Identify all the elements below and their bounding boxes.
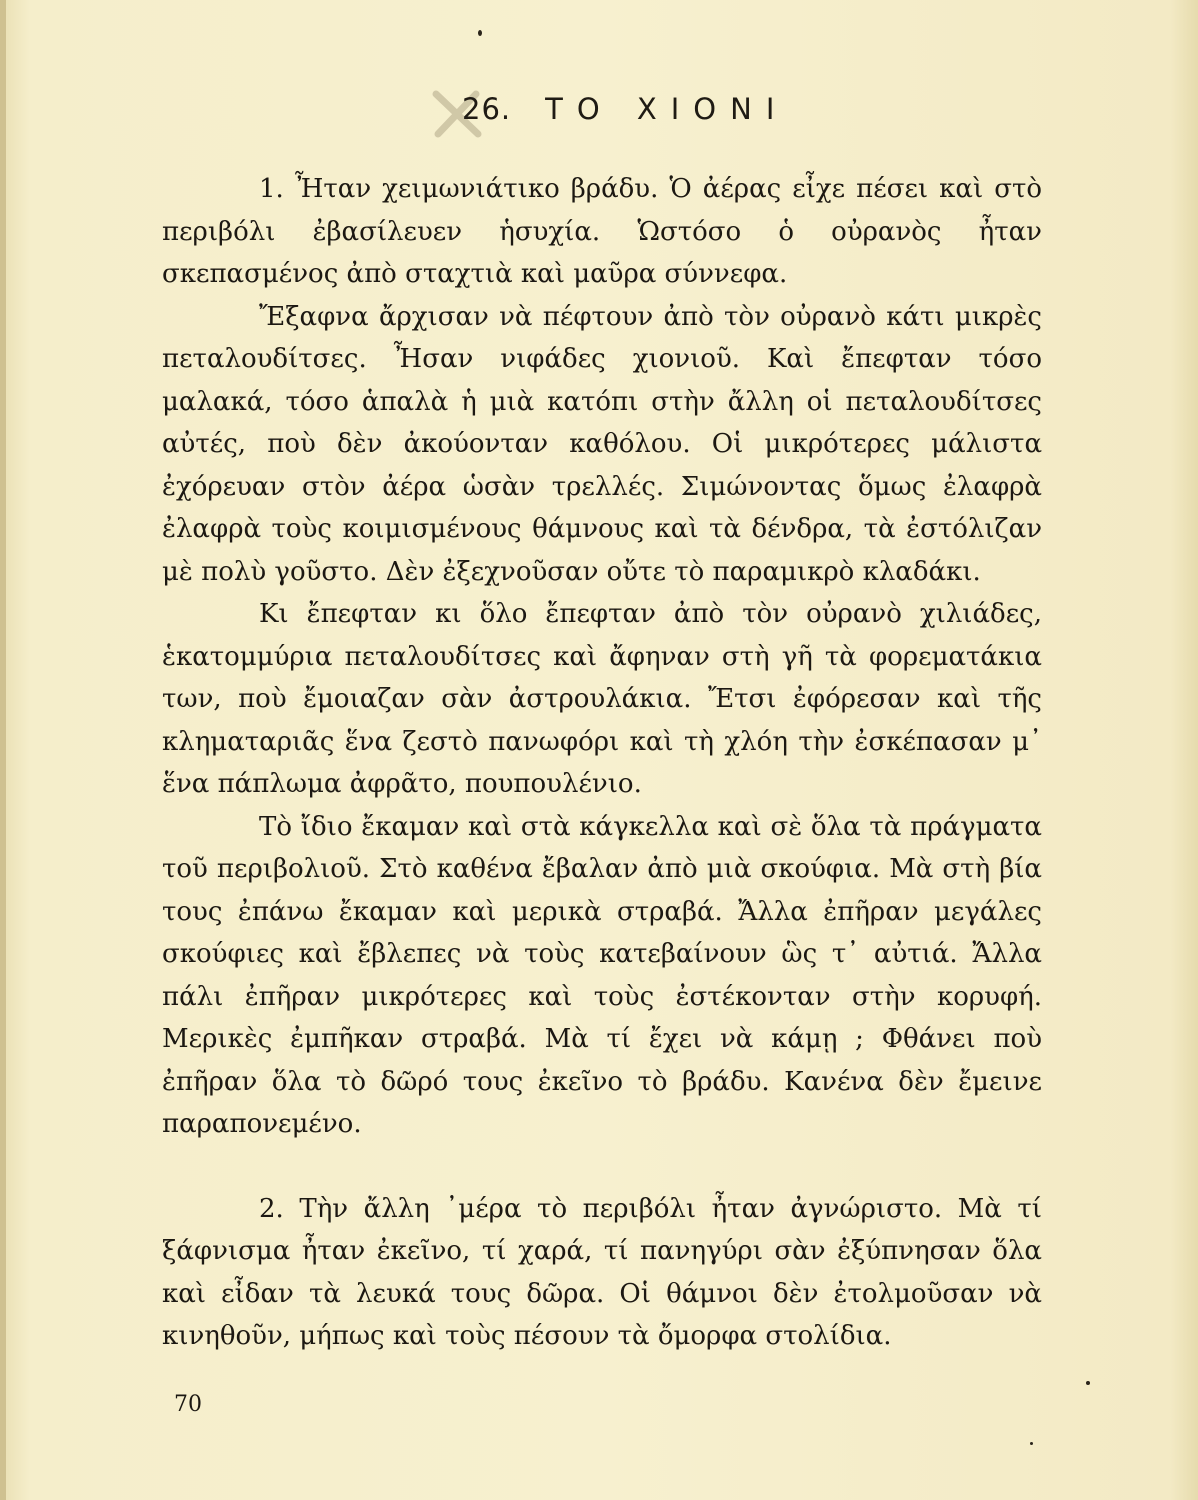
print-speck [478,30,482,36]
chapter-heading [430,88,850,148]
paragraph-5: 2. Τὴν ἄλλη ᾽μέρα τὸ περιβόλι ἦταν ἀγνώριστο. Μὰ τί ξάφνισμα ἦταν ἐκεῖνο, τί χαρά, τί πανηγύρι σὰν ἐξύπνησαν ὅλα καὶ εἶδαν τὰ λευκά τους δῶρα. Οἱ θάμνοι δὲν ἐτολμοῦσαν νὰ κινηθοῦν, μήπως καὶ τοὺς πέσουν τὰ ὄμορφα στολίδια. [162,1193,1042,1351]
print-speck [1030,1442,1033,1445]
paragraph-2: Ἔξαφνα ἄρχισαν νὰ πέφτουν ἀπὸ τὸν οὐρανὸ κάτι μικρὲς πεταλουδίτσες. Ἦσαν νιφάδες χιονιοῦ. Καὶ ἔπεφταν τόσο μαλακά, τόσο ἁπαλὰ ἡ μιὰ κατόπι στὴν ἄλλη οἱ πεταλουδίτσες αὐτές, ποὺ δὲν ἀκούονταν καθόλου. Οἱ μικρότερες μάλιστα ἐχόρευαν στὸν ἀέρα ὡσὰν τρελλές. Σιμώνοντας ὅμως ἐλαφρὰ ἐλαφρὰ τοὺς κοιμισμένους θάμνους καὶ τὰ δένδρα, τὰ ἐστόλιζαν μὲ πολὺ γοῦστο. Δὲν ἐξεχνοῦσαν οὔτε τὸ παραμικρὸ κλαδάκι. [162,301,1042,587]
paragraph-3: Κι ἔπεφταν κι ὅλο ἔπεφταν ἀπὸ τὸν οὐρανὸ χιλιάδες, ἑκατομμύρια πεταλουδίτσες καὶ ἄφηναν στὴ γῆ τὰ φορεματάκια των, ποὺ ἔμοιαζαν σὰν ἀστρουλάκια. Ἔτσι ἐφόρεσαν καὶ τῆς κληματαριᾶς ἕνα ζεστὸ πανωφόρι καὶ τὴ χλόη τὴν ἐσκέπασαν μ᾽ ἕνα πάπλωμα ἀφρᾶτο, πουπουλένιο. [162,599,1042,799]
page-text [162,168,1042,1358]
paragraph-1: 1. Ἦταν χειμωνιάτικο βράδυ. Ὁ ἀέρας εἶχε πέσει καὶ στὸ περιβόλι ἐβασίλευεν ἡσυχία. Ὡστόσο ὁ οὐρανὸς ἦταν σκεπασμένος ἀπὸ σταχτιὰ καὶ μαῦρα σύννεφα. [162,174,1042,289]
chapter-title [462,92,788,126]
chapter-number: 26. [462,92,512,126]
page-number: 70 [174,1392,202,1417]
chapter-title-text: ΤΟ ΧΙΟΝΙ [545,92,789,126]
paragraph-4: Τὸ ἴδιο ἔκαμαν καὶ στὰ κάγκελλα καὶ σὲ ὅλα τὰ πράγματα τοῦ περιβολιοῦ. Στὸ καθένα ἔβαλαν ἀπὸ μιὰ σκούφια. Μὰ στὴ βία τους ἐπάνω ἔκαμαν καὶ μερικὰ στραβά. Ἄλλα ἐπῆραν μεγάλες σκούφιες καὶ ἔβλεπες νὰ τοὺς κατεβαίνουν ὣς τ᾽ αὐτιά. Ἄλλα πάλι ἐπῆραν μικρότερες καὶ τοὺς ἐστέκονταν στὴν κορυφή. Μερικὲς ἐμπῆκαν στραβά. Μὰ τί ἔχει νὰ κάμῃ ; Φθάνει ποὺ ἐπῆραν ὅλα τὸ δῶρό τους ἐκεῖνο τὸ βράδυ. Κανένα δὲν ἔμεινε παραπονεμένο. [162,811,1042,1139]
print-speck [1086,1381,1090,1385]
page-edge [0,0,6,1500]
